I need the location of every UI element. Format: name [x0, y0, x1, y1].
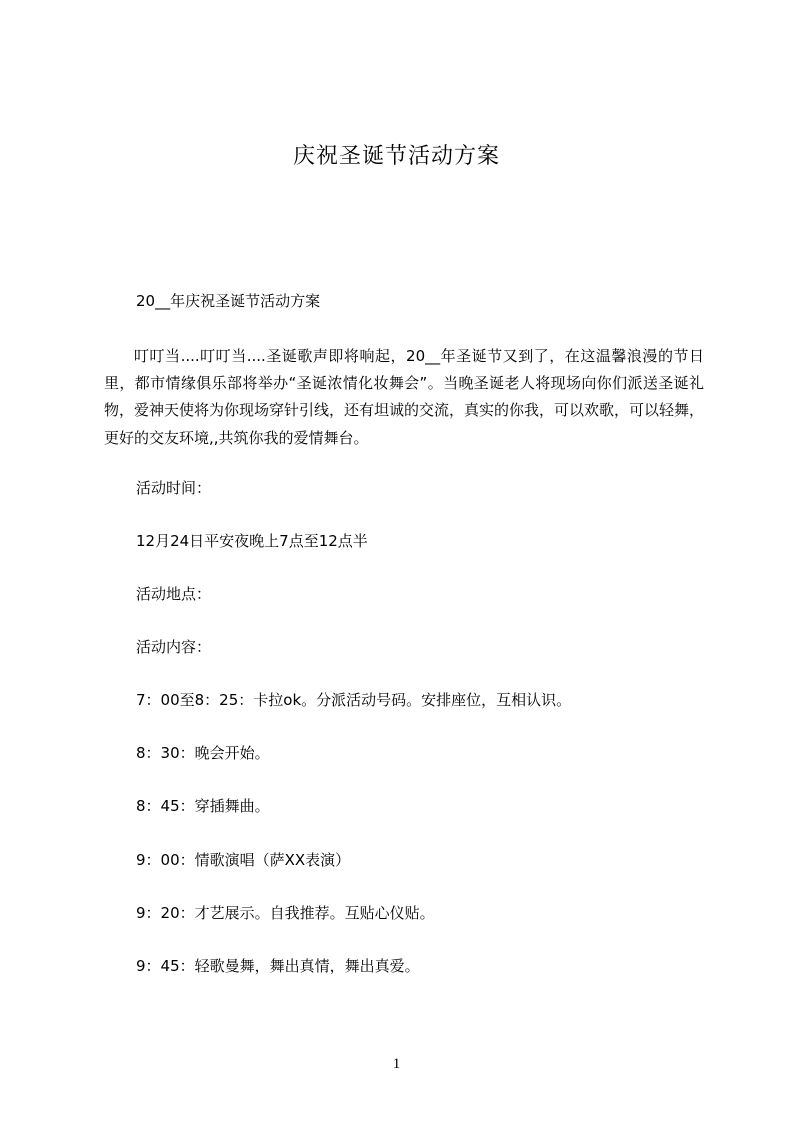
schedule-item: 8：45：穿插舞曲。 [136, 797, 270, 815]
intro-paragraph: 叮叮当....叮叮当....圣诞歌声即将响起，20__年圣诞节又到了，在这温馨浪漫的节日里，都市情缘俱乐部将举办“圣诞浓情化妆舞会”。当晚圣诞老人将现场向你们派送圣诞礼物，爱神天使将为你现场穿针引线，还有坦诚的交流，真实的你我，可以欢歌，可以轻舞，更好的交友环境,,共筑你我的爱情舞台。 [104, 347, 705, 447]
time-value: 12月24日平安夜晚上7点至12点半 [136, 532, 368, 550]
time-label: 活动时间： [136, 479, 212, 497]
page-number: 1 [392, 1056, 401, 1072]
document-title: 庆祝圣诞节活动方案 [292, 144, 500, 169]
place-label: 活动地点： [136, 585, 212, 603]
document-subtitle: 20__年庆祝圣诞节活动方案 [136, 292, 321, 310]
schedule-item: 9：00：情歌演唱（萨XX表演） [136, 851, 351, 869]
content-label: 活动内容： [136, 638, 212, 656]
schedule-item: 7：00至8：25：卡拉ok。分派活动号码。安排座位，互相认识。 [136, 691, 572, 709]
schedule-item: 9：20：才艺展示。自我推荐。互贴心仪贴。 [136, 904, 435, 922]
schedule-item: 9：45：轻歌曼舞，舞出真情，舞出真爱。 [136, 957, 420, 975]
schedule-item: 8：30：晚会开始。 [136, 744, 270, 762]
